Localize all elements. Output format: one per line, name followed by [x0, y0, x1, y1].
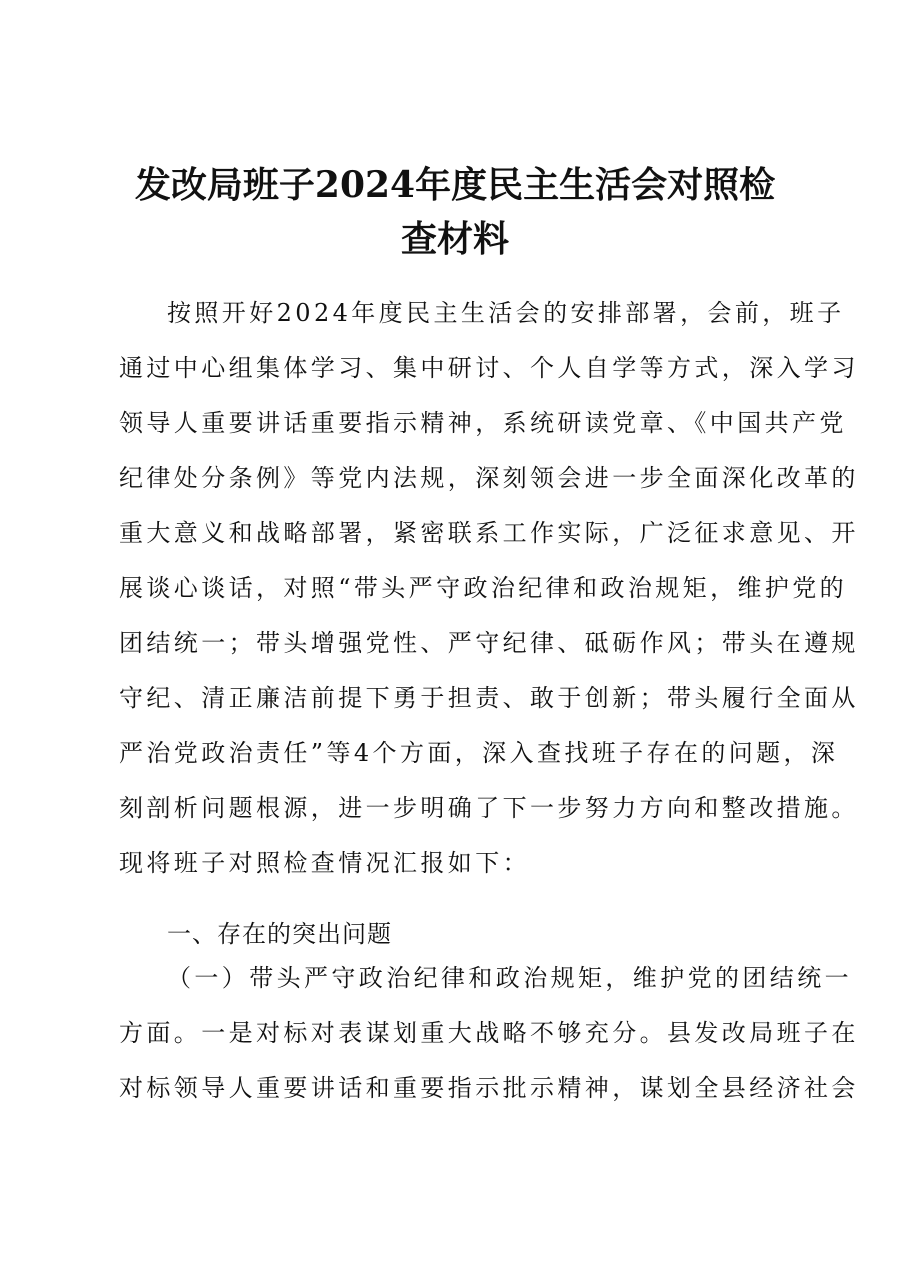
paragraph-1-line-4: 纪律处分条例》等党内法规，深刻领会进一步全面深化改革的: [119, 464, 859, 492]
paragraph-1-line-5: 重大意义和战略部署，紧密联系工作实际，广泛征求意见、开: [119, 519, 859, 547]
paragraph-2-line-1: （一）带头严守政治纪律和政治规矩，维护党的团结统一: [167, 964, 852, 992]
paragraph-1-line-7: 团结统一；带头增强党性、严守纪律、砥砺作风；带头在遵规: [119, 629, 859, 657]
section-1-heading: 一、存在的突出问题: [167, 920, 392, 948]
paragraph-1-line-9: 严治党政治责任”等4个方面，深入查找班子存在的问题，深: [119, 739, 839, 767]
paragraph-2-line-3: 对标领导人重要讲话和重要指示批示精神，谋划全县经济社会: [119, 1074, 859, 1102]
paragraph-1-line-10: 刻剖析问题根源，进一步明确了下一步努力方向和整改措施。: [119, 794, 859, 822]
paragraph-1-line-1: 按照开好2024年度民主生活会的安排部署，会前，班子: [167, 299, 845, 327]
paragraph-1-line-8: 守纪、清正廉洁前提下勇于担责、敢于创新；带头履行全面从: [119, 684, 859, 712]
paragraph-2-line-2: 方面。一是对标对表谋划重大战略不够充分。县发改局班子在: [119, 1019, 859, 1047]
paragraph-1-line-11: 现将班子对照检查情况汇报如下：: [119, 849, 530, 877]
paragraph-1-line-6: 展谈心谈话，对照“带头严守政治纪律和政治规矩，维护党的: [119, 574, 848, 602]
paragraph-1-line-2: 通过中心组集体学习、集中研讨、个人自学等方式，深入学习: [119, 354, 859, 382]
paragraph-1-line-3: 领导人重要讲话重要指示精神，系统研读党章、《中国共产党: [119, 409, 847, 437]
document-title: 发改局班子2024年度民主生活会对照检查材料: [134, 164, 776, 260]
